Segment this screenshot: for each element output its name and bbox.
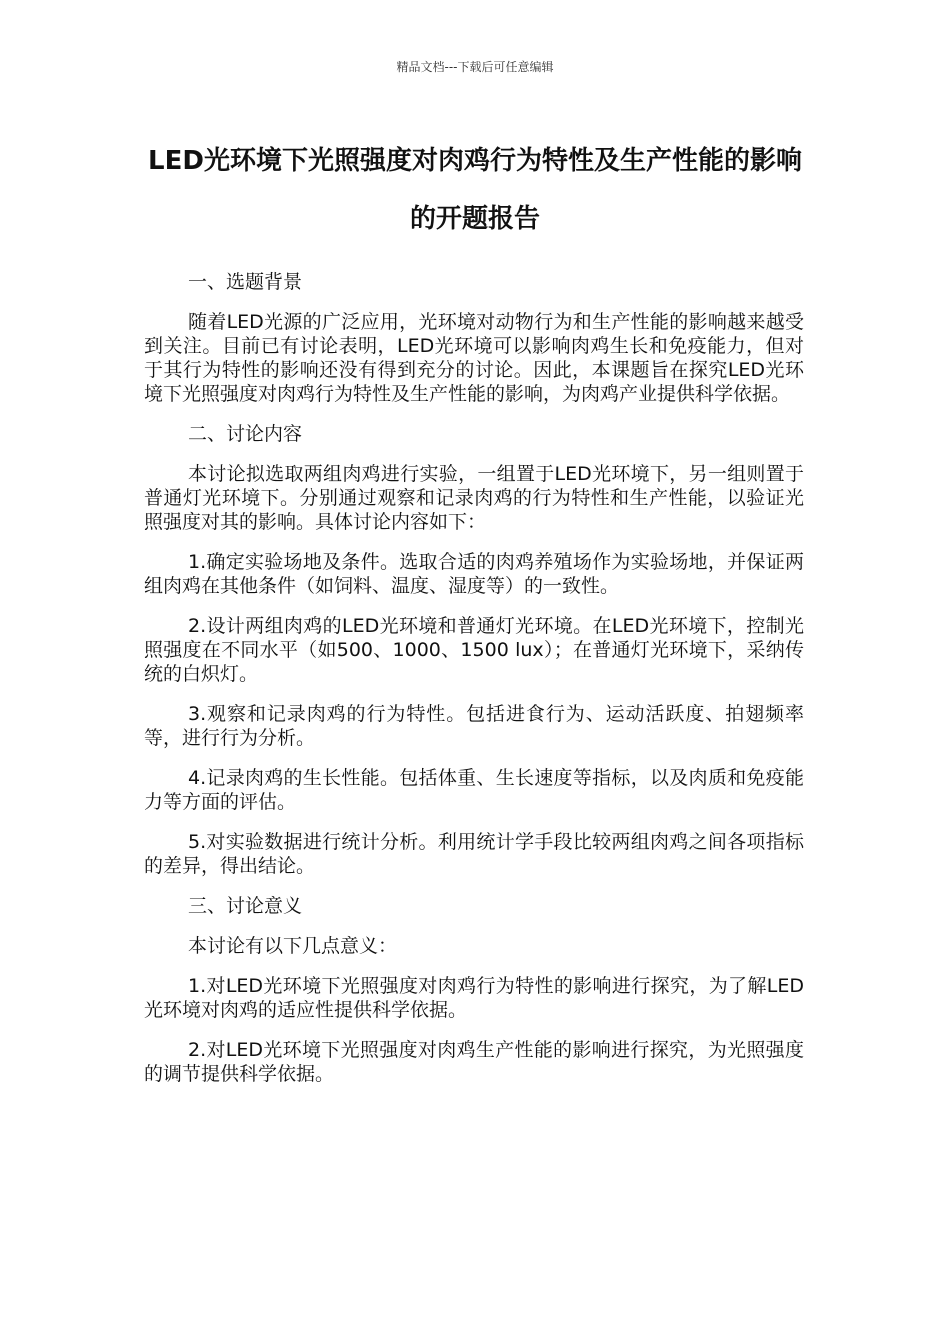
document-body [144,270,804,1102]
content-item-3: 3.观察和记录肉鸡的行为特性。包括进食行为、运动活跃度、拍翅频率等，进行行为分析。 [144,703,804,749]
content-item-5: 5.对实验数据进行统计分析。利用统计学手段比较两组肉鸡之间各项指标的差异，得出结论。 [144,831,804,877]
section-heading-content: 二、讨论内容 [188,423,303,445]
section-heading-background: 一、选题背景 [188,271,303,293]
significance-intro-paragraph: 本讨论有以下几点意义： [188,935,398,957]
content-item-2: 2.设计两组肉鸡的LED光环境和普通灯光环境。在LED光环境下，控制光照强度在不同水平（如500、1000、1500 lux）；在普通灯光环境下，采纳传统的白炽灯。 [144,615,804,685]
significance-item-2: 2.对LED光环境下光照强度对肉鸡生产性能的影响进行探究，为光照强度的调节提供科学依据。 [144,1039,804,1085]
header-note: 精品文档---下载后可任意编辑 [396,60,554,74]
content-item-1: 1.确定实验场地及条件。选取合适的肉鸡养殖场作为实验场地，并保证两组肉鸡在其他条件（如饲料、温度、湿度等）的一致性。 [144,551,804,597]
significance-item-1: 1.对LED光环境下光照强度对肉鸡行为特性的影响进行探究，为了解LED光环境对肉鸡的适应性提供科学依据。 [144,975,804,1021]
section-heading-significance: 三、讨论意义 [188,895,303,917]
content-item-4: 4.记录肉鸡的生长性能。包括体重、生长速度等指标，以及肉质和免疫能力等方面的评估。 [144,767,804,813]
document-title: LED光环境下光照强度对肉鸡行为特性及生产性能的影响的开题报告 [148,146,802,234]
content-intro-paragraph: 本讨论拟选取两组肉鸡进行实验，一组置于LED光环境下，另一组则置于普通灯光环境下。分别通过观察和记录肉鸡的行为特性和生产性能，以验证光照强度对其的影响。具体讨论内容如下： [144,463,804,533]
background-paragraph: 随着LED光源的广泛应用，光环境对动物行为和生产性能的影响越来越受到关注。目前已有讨论表明，LED光环境可以影响肉鸡生长和免疫能力，但对于其行为特性的影响还没有得到充分的讨论。因此，本课题旨在探究LED光环境下光照强度对肉鸡行为特性及生产性能的影响，为肉鸡产业提供科学依据。 [144,311,804,405]
